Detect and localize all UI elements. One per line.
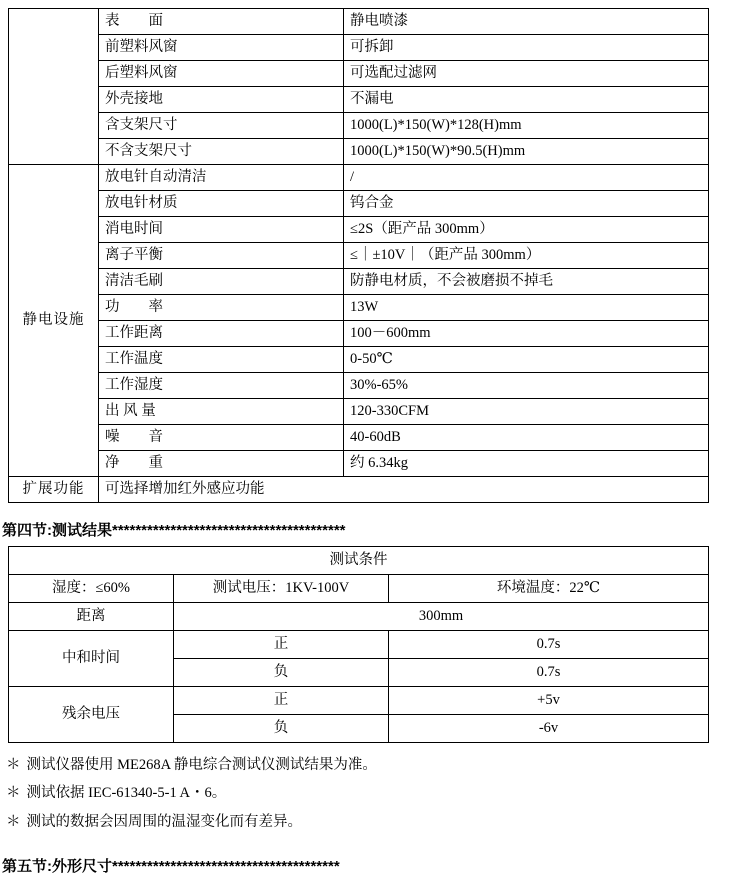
table-row (9, 687, 709, 715)
table-row (9, 603, 709, 631)
spec-item-value: 钨合金 (344, 191, 709, 217)
spec-item-label: 外壳接地 (99, 87, 344, 113)
table-row (9, 575, 709, 603)
spec-item-value: ≤2S（距产品 300mm） (344, 217, 709, 243)
table-row (9, 113, 709, 139)
table-row (9, 321, 709, 347)
note-item (6, 814, 734, 831)
test-result-table (8, 546, 709, 743)
table-row (9, 547, 709, 575)
table-row (9, 295, 709, 321)
test-neutral-polarity-negative: 负 (174, 659, 389, 687)
table-row (9, 399, 709, 425)
spec-item-label: 噪 音 (99, 425, 344, 451)
section-5-stars: *************************************** (112, 858, 340, 876)
spec-item-value: 100－600mm (344, 321, 709, 347)
note-text: 测试依据 IEC-61340-5-1 A・6。 (26, 785, 227, 802)
spec-group-blank (9, 9, 99, 165)
spec-item-label: 工作湿度 (99, 373, 344, 399)
test-neutral-label: 中和时间 (9, 631, 174, 687)
test-condition-humidity: 湿度：≤60% (9, 575, 174, 603)
section-4-stars: **************************************** (112, 522, 346, 539)
spec-group-expand: 扩展功能 (9, 477, 99, 503)
document-page (0, 8, 734, 876)
spec-item-value: 可拆卸 (344, 35, 709, 61)
test-residual-value-negative: -6v (389, 715, 709, 743)
note-text: 测试仪器使用 ME268A 静电综合测试仪测试结果为准。 (26, 757, 377, 773)
spec-item-value: 防静电材质，不会被磨损不掉毛 (344, 269, 709, 295)
test-condition-voltage: 测试电压：1KV-100V (174, 575, 389, 603)
table-row (9, 61, 709, 87)
spec-item-value: 120-330CFM (344, 399, 709, 425)
table-row (9, 269, 709, 295)
table-row (9, 139, 709, 165)
spec-item-label: 清洁毛刷 (99, 269, 344, 295)
note-mark: ＊ (6, 757, 21, 773)
section-4-heading (2, 519, 734, 540)
note-text: 测试的数据会因周围的温湿变化而有差异。 (26, 813, 302, 830)
note-mark: ＊ (6, 785, 21, 802)
spec-item-value: 13W (344, 295, 709, 321)
spec-item-label: 后塑料风窗 (99, 61, 344, 87)
spec-table-body (9, 9, 709, 503)
table-row (9, 477, 709, 503)
test-neutral-value-negative: 0.7s (389, 659, 709, 687)
notes-list (6, 757, 734, 831)
spec-item-label: 离子平衡 (99, 243, 344, 269)
spec-item-label: 前塑料风窗 (99, 35, 344, 61)
test-residual-polarity-positive: 正 (174, 687, 389, 715)
table-row (9, 347, 709, 373)
table-row (9, 35, 709, 61)
test-residual-polarity-negative: 负 (174, 715, 389, 743)
spec-item-value: 1000(L)*150(W)*128(H)mm (344, 113, 709, 139)
spec-item-value: 30%-65% (344, 373, 709, 399)
spec-item-value: 静电喷漆 (344, 9, 709, 35)
test-residual-label: 残余电压 (9, 687, 174, 743)
spec-item-label: 放电针材质 (99, 191, 344, 217)
spec-item-label: 表 面 (99, 9, 344, 35)
test-neutral-polarity-positive: 正 (174, 631, 389, 659)
table-row (9, 9, 709, 35)
spec-item-label: 消电时间 (99, 217, 344, 243)
table-row (9, 451, 709, 477)
spec-item-value: ≤｜±10V｜（距产品 300mm） (344, 243, 709, 269)
spec-item-value: 1000(L)*150(W)*90.5(H)mm (344, 139, 709, 165)
spec-item-value: / (344, 165, 709, 191)
table-row (9, 425, 709, 451)
note-item (6, 785, 734, 802)
test-distance-label: 距离 (9, 603, 174, 631)
spec-item-value: 0-50℃ (344, 347, 709, 373)
test-table-title: 测试条件 (9, 547, 709, 575)
section-5-heading (2, 855, 734, 876)
spec-item-label: 不含支架尺寸 (99, 139, 344, 165)
test-table-body (9, 547, 709, 743)
test-neutral-value-positive: 0.7s (389, 631, 709, 659)
test-condition-temperature: 环境温度：22℃ (389, 575, 709, 603)
spec-item-label: 工作距离 (99, 321, 344, 347)
table-row (9, 631, 709, 659)
table-row (9, 191, 709, 217)
spec-item-label: 放电针自动清洁 (99, 165, 344, 191)
note-item (6, 757, 734, 774)
spec-item-value: 40-60dB (344, 425, 709, 451)
section-5-title: 第五节:外形尺寸 (2, 858, 112, 876)
note-mark: ＊ (6, 813, 21, 830)
spec-item-value: 可选配过滤网 (344, 61, 709, 87)
spec-item-label: 出 风 量 (99, 399, 344, 425)
spec-item-value: 不漏电 (344, 87, 709, 113)
spec-item-label: 净 重 (99, 451, 344, 477)
test-distance-value: 300mm (174, 603, 709, 631)
table-row (9, 165, 709, 191)
spec-group-static: 静电设施 (9, 165, 99, 477)
spec-item-label: 工作温度 (99, 347, 344, 373)
table-row (9, 87, 709, 113)
table-row (9, 243, 709, 269)
spec-item-label: 功 率 (99, 295, 344, 321)
spec-expand-value: 可选择增加红外感应功能 (99, 477, 709, 503)
section-4-title: 第四节:测试结果 (2, 522, 112, 539)
spec-item-value: 约 6.34kg (344, 451, 709, 477)
spec-item-label: 含支架尺寸 (99, 113, 344, 139)
table-row (9, 217, 709, 243)
table-row (9, 373, 709, 399)
test-residual-value-positive: +5v (389, 687, 709, 715)
specification-table (8, 8, 709, 503)
